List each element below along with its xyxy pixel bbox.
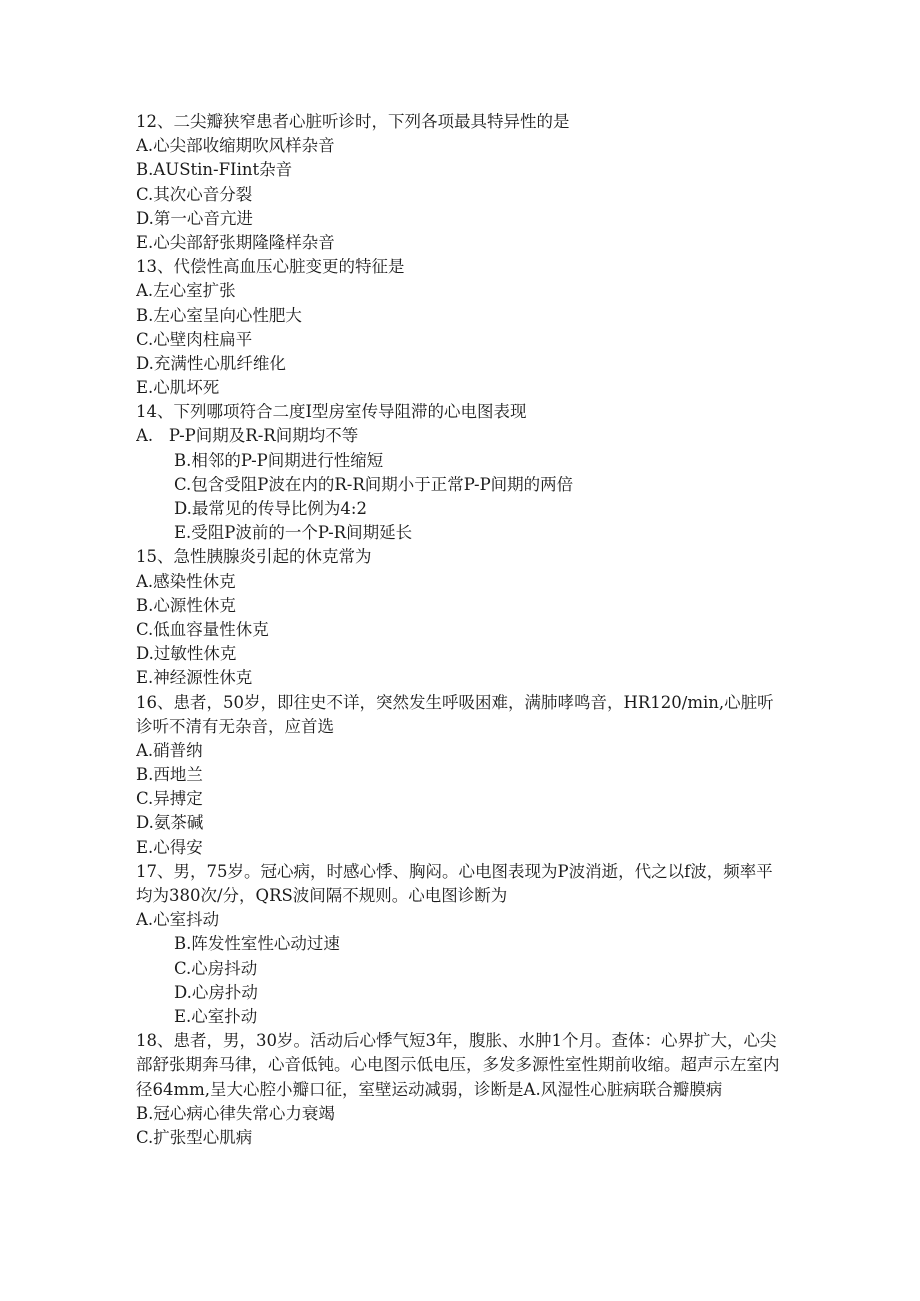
option-14-d: D.最常见的传导比例为4:2 [174,499,367,518]
document-page [136,110,786,1150]
option-15-c: C.低血容量性休克 [136,619,269,639]
option-13-d: D.充满性心肌纤维化 [136,353,286,373]
option-16-b: B.西地兰 [136,765,203,785]
question-12-stem: 12、二尖瓣狭窄患者心脏听诊时，下列各项最具特异性的是 [136,112,570,131]
option-16-d: D.氨茶碱 [136,813,204,833]
question-14-stem: 14、下列哪项符合二度I型房室传导阻滞的心电图表现 [136,402,527,422]
option-12-b: B.AUStin-FIint杂音 [136,160,293,180]
question-18-stem: 18、患者，男，30岁。活动后心悸气短3年，腹胀、水肿1个月。查体：心界扩大，心尖部舒张期奔马律，心音低钝。心电图示低电压，多发多源性室性期前收缩。超声示左室内径64mm,呈大心腔小瓣口征，室壁运动减弱，诊断是A.风湿性心脏病联合瓣膜病 [136,1031,780,1099]
option-16-c: C.异搏定 [136,789,203,809]
option-17-a: A.心室抖动 [136,910,220,930]
option-12-a: A.心尖部收缩期吹风样杂音 [136,136,335,156]
option-18-b: B.冠心病心律失常心力衰竭 [136,1103,335,1123]
option-12-c: C.其次心音分裂 [136,184,253,204]
option-14-b: B.相邻的P-P间期进行性缩短 [174,450,384,470]
option-17-e: E.心室扑动 [174,1007,258,1026]
option-14-c: C.包含受阻P波在内的R-R间期小于正常P-P间期的两倍 [174,474,574,494]
option-14-e: E.受阻P波前的一个P-R间期延长 [174,523,413,543]
option-15-a: A.感染性休克 [136,571,236,591]
question-13-stem: 13、代偿性高血压心脏变更的特征是 [136,257,405,277]
option-17-d: D.心房扑动 [174,982,258,1002]
question-17-stem: 17、男，75岁。冠心病，时感心悸、胸闷。心电图表现为P波消逝，代之以f波，频率平均为380次/分，QRS波间隔不规则。心电图诊断为 [136,861,773,906]
question-15-stem: 15、急性胰腺炎引起的休克常为 [136,547,372,567]
option-12-d: D.第一心音亢进 [136,208,253,228]
option-13-b: B.左心室呈向心性肥大 [136,305,302,325]
option-13-c: C.心壁肉柱扁平 [136,329,253,349]
option-15-b: B.心源性休克 [136,595,236,615]
option-15-e: E.神经源性休克 [136,668,253,688]
option-12-e: E.心尖部舒张期隆隆样杂音 [136,232,335,252]
option-16-a: A.硝普纳 [136,740,203,760]
option-15-d: D.过敏性休克 [136,644,237,664]
option-13-e: E.心肌坏死 [136,378,220,398]
option-18-c: C.扩张型心肌病 [136,1127,253,1147]
option-14-a: A. P-P间期及R-R间期均不等 [136,426,359,446]
option-17-c: C.心房抖动 [174,958,258,978]
option-17-b: B.阵发性室性心动过速 [174,934,340,954]
question-16-stem: 16、患者，50岁，即往史不详，突然发生呼吸困难，满肺哮鸣音，HR120∕min,心脏听诊听不清有无杂音，应首选 [136,692,774,736]
option-13-a: A.左心室扩张 [136,281,236,301]
option-16-e: E.心得安 [136,837,203,857]
